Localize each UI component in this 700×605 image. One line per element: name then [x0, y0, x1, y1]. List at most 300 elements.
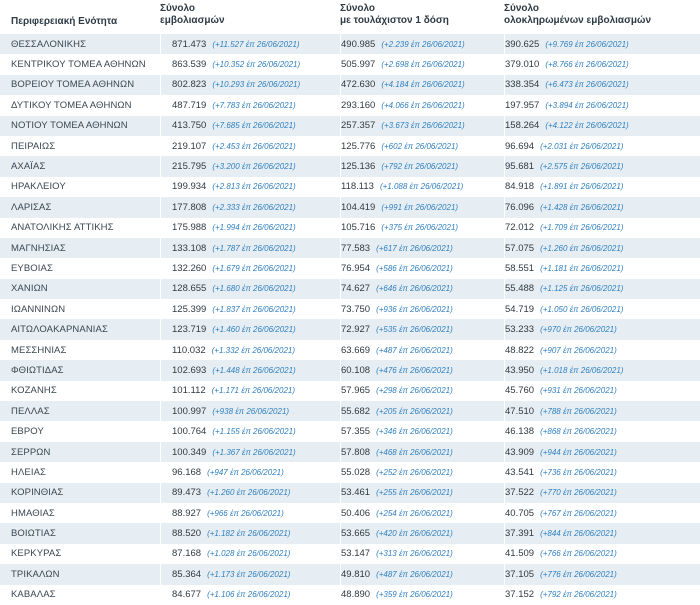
at-least-one-dose-daily-change: (+3.673 έπ 26/06/2021)	[381, 121, 465, 131]
region-name: ΕΒΡΟΥ	[11, 426, 44, 438]
total-vaccinations-cell	[160, 299, 340, 319]
table-row	[0, 116, 700, 136]
region-name: ΜΕΣΣΗΝΙΑΣ	[11, 344, 67, 356]
at-least-one-dose-daily-change: (+487 έπ 26/06/2021)	[376, 569, 453, 579]
completed-vaccinations-daily-change: (+1.018 έπ 26/06/2021)	[540, 365, 624, 375]
total-vaccinations-cell	[160, 34, 340, 54]
at-least-one-dose-value: 53.147	[341, 548, 371, 560]
completed-vaccinations-daily-change: (+931 έπ 26/06/2021)	[540, 386, 617, 396]
region-name: ΒΟΙΩΤΙΑΣ	[11, 528, 56, 540]
at-least-one-dose-value: 53.665	[341, 528, 371, 540]
at-least-one-dose-cell	[340, 116, 504, 136]
at-least-one-dose-cell	[340, 544, 504, 564]
completed-vaccinations-cell	[504, 381, 700, 401]
at-least-one-dose-cell	[340, 564, 504, 584]
header-total-vaccinations-line2: εμβολιασμών	[160, 15, 225, 26]
at-least-one-dose-daily-change: (+4.066 έπ 26/06/2021)	[381, 100, 465, 110]
at-least-one-dose-value: 63.669	[341, 344, 371, 356]
total-vaccinations-value: 110.032	[172, 344, 206, 356]
total-vaccinations-cell	[160, 218, 340, 238]
completed-vaccinations-daily-change: (+1.050 έπ 26/06/2021)	[540, 304, 624, 314]
at-least-one-dose-cell	[340, 136, 504, 156]
at-least-one-dose-cell	[340, 381, 504, 401]
region-name: ΘΕΣΣΑΛΟΝΙΚΗΣ	[11, 38, 87, 50]
completed-vaccinations-daily-change: (+788 έπ 26/06/2021)	[540, 406, 617, 416]
completed-vaccinations-daily-change: (+2.575 έπ 26/06/2021)	[540, 162, 624, 172]
completed-vaccinations-value: 48.822	[505, 344, 535, 356]
completed-vaccinations-value: 54.719	[505, 303, 535, 315]
header-completed-vaccinations-line2: ολοκληρωμένων εμβολιασμών	[504, 15, 652, 26]
at-least-one-dose-daily-change: (+1.088 έπ 26/06/2021)	[379, 182, 464, 192]
total-vaccinations-daily-change: (+1.106 έπ 26/06/2021)	[207, 590, 291, 600]
region-name: ΜΑΓΝΗΣΙΑΣ	[11, 242, 66, 254]
at-least-one-dose-value: 53.461	[341, 487, 371, 499]
completed-vaccinations-value: 197.957	[505, 99, 540, 111]
completed-vaccinations-cell	[504, 503, 700, 523]
total-vaccinations-cell	[160, 544, 340, 564]
table-row	[0, 401, 700, 421]
completed-vaccinations-daily-change: (+8.766 έπ 26/06/2021)	[545, 60, 629, 70]
completed-vaccinations-daily-change: (+868 έπ 26/06/2021)	[540, 427, 617, 437]
total-vaccinations-daily-change: (+2.333 έπ 26/06/2021)	[212, 202, 296, 212]
at-least-one-dose-value: 257.357	[341, 120, 376, 132]
total-vaccinations-value: 132.260	[172, 262, 207, 274]
region-name: ΧΑΝΙΩΝ	[11, 283, 48, 295]
table-row	[0, 34, 700, 54]
header-completed-vaccinations	[504, 0, 700, 34]
total-vaccinations-daily-change: (+1.171 έπ 26/06/2021)	[211, 386, 296, 396]
total-vaccinations-daily-change: (+2.813 έπ 26/06/2021)	[212, 182, 296, 192]
at-least-one-dose-daily-change: (+487 έπ 26/06/2021)	[376, 345, 453, 355]
at-least-one-dose-daily-change: (+617 έπ 26/06/2021)	[376, 243, 453, 253]
completed-vaccinations-value: 58.551	[505, 262, 535, 274]
completed-vaccinations-cell	[504, 95, 700, 115]
header-region	[0, 0, 160, 34]
at-least-one-dose-cell	[340, 442, 504, 462]
at-least-one-dose-daily-change: (+313 έπ 26/06/2021)	[376, 549, 453, 559]
at-least-one-dose-cell	[340, 503, 504, 523]
at-least-one-dose-daily-change: (+991 έπ 26/06/2021)	[381, 202, 459, 212]
at-least-one-dose-cell	[340, 95, 504, 115]
table-row	[0, 503, 700, 523]
at-least-one-dose-value: 49.810	[341, 568, 371, 580]
at-least-one-dose-value: 490.985	[341, 38, 376, 50]
table-row	[0, 483, 700, 503]
total-vaccinations-cell	[160, 421, 340, 441]
region-name: ΝΟΤΙΟΥ ΤΟΜΕΑ ΑΘΗΝΩΝ	[11, 120, 128, 132]
total-vaccinations-daily-change: (+1.260 έπ 26/06/2021)	[207, 488, 291, 498]
total-vaccinations-daily-change: (+1.837 έπ 26/06/2021)	[212, 304, 296, 314]
region-name: ΚΑΒΑΛΑΣ	[11, 589, 56, 601]
at-least-one-dose-daily-change: (+359 έπ 26/06/2021)	[376, 590, 453, 600]
region-name: ΚΕΡΚΥΡΑΣ	[11, 548, 62, 560]
table-row	[0, 197, 700, 217]
completed-vaccinations-daily-change: (+1.428 έπ 26/06/2021)	[540, 202, 624, 212]
at-least-one-dose-cell	[340, 177, 504, 197]
region-name: ΑΙΤΩΛΟΑΚΑΡΝΑΝΙΑΣ	[11, 324, 108, 336]
completed-vaccinations-value: 379.010	[505, 59, 540, 71]
completed-vaccinations-daily-change: (+792 έπ 26/06/2021)	[540, 590, 617, 600]
completed-vaccinations-cell	[504, 421, 700, 441]
table-row	[0, 319, 700, 339]
completed-vaccinations-cell	[504, 360, 700, 380]
table-row	[0, 544, 700, 564]
table-row	[0, 564, 700, 584]
total-vaccinations-cell	[160, 564, 340, 584]
completed-vaccinations-value: 37.522	[505, 487, 535, 499]
completed-vaccinations-value: 40.705	[505, 507, 535, 519]
completed-vaccinations-daily-change: (+1.709 έπ 26/06/2021)	[540, 223, 624, 233]
total-vaccinations-cell	[160, 401, 340, 421]
at-least-one-dose-daily-change: (+476 έπ 26/06/2021)	[376, 365, 453, 375]
total-vaccinations-daily-change: (+10.352 έπ 26/06/2021)	[212, 60, 301, 70]
at-least-one-dose-daily-change: (+375 έπ 26/06/2021)	[381, 223, 459, 233]
completed-vaccinations-daily-change: (+766 έπ 26/06/2021)	[540, 549, 617, 559]
table-header	[0, 0, 700, 34]
header-region-label: Περιφερειακή Ενότητα	[11, 16, 118, 27]
at-least-one-dose-daily-change: (+420 έπ 26/06/2021)	[376, 529, 453, 539]
total-vaccinations-daily-change: (+938 έπ 26/06/2021)	[212, 406, 290, 416]
total-vaccinations-cell	[160, 75, 340, 95]
at-least-one-dose-daily-change: (+2.239 έπ 26/06/2021)	[381, 39, 465, 49]
at-least-one-dose-daily-change: (+468 έπ 26/06/2021)	[376, 447, 453, 457]
total-vaccinations-daily-change: (+11.527 έπ 26/06/2021)	[212, 39, 300, 49]
completed-vaccinations-daily-change: (+907 έπ 26/06/2021)	[540, 345, 617, 355]
table-row	[0, 421, 700, 441]
completed-vaccinations-cell	[504, 34, 700, 54]
completed-vaccinations-value: 158.264	[505, 120, 540, 132]
at-least-one-dose-value: 55.028	[341, 466, 371, 478]
table-row	[0, 381, 700, 401]
region-name: ΑΧΑΪΑΣ	[11, 161, 46, 173]
total-vaccinations-value: 487.719	[172, 99, 207, 111]
completed-vaccinations-cell	[504, 116, 700, 136]
at-least-one-dose-value: 293.160	[341, 99, 376, 111]
total-vaccinations-value: 87.168	[172, 548, 202, 560]
region-name: ΗΜΑΘΙΑΣ	[11, 507, 55, 519]
region-name: ΠΕΙΡΑΙΩΣ	[11, 140, 56, 152]
at-least-one-dose-cell	[340, 523, 504, 543]
table-row	[0, 360, 700, 380]
header-at-least-one-dose-line2: με τουλάχιστον 1 δόση	[340, 15, 449, 26]
total-vaccinations-daily-change: (+10.293 έπ 26/06/2021)	[212, 80, 301, 90]
completed-vaccinations-cell	[504, 442, 700, 462]
at-least-one-dose-value: 57.355	[341, 426, 371, 438]
total-vaccinations-daily-change: (+1.448 έπ 26/06/2021)	[212, 365, 296, 375]
at-least-one-dose-cell	[340, 421, 504, 441]
total-vaccinations-cell	[160, 54, 340, 74]
completed-vaccinations-value: 47.510	[505, 405, 535, 417]
table-row	[0, 299, 700, 319]
at-least-one-dose-daily-change: (+586 έπ 26/06/2021)	[376, 263, 453, 273]
total-vaccinations-value: 96.168	[172, 466, 202, 478]
at-least-one-dose-value: 55.682	[341, 405, 371, 417]
completed-vaccinations-daily-change: (+1.181 έπ 26/06/2021)	[540, 263, 624, 273]
total-vaccinations-value: 175.988	[172, 222, 207, 234]
total-vaccinations-cell	[160, 156, 340, 176]
completed-vaccinations-daily-change: (+1.125 έπ 26/06/2021)	[540, 284, 624, 294]
at-least-one-dose-daily-change: (+535 έπ 26/06/2021)	[376, 325, 453, 335]
total-vaccinations-cell	[160, 116, 340, 136]
region-name: ΚΟΡΙΝΘΙΑΣ	[11, 487, 64, 499]
completed-vaccinations-daily-change: (+970 έπ 26/06/2021)	[540, 325, 617, 335]
table-body	[0, 34, 700, 605]
at-least-one-dose-value: 76.954	[341, 262, 371, 274]
total-vaccinations-cell	[160, 177, 340, 197]
at-least-one-dose-value: 57.808	[341, 446, 371, 458]
at-least-one-dose-daily-change: (+792 έπ 26/06/2021)	[381, 162, 459, 172]
table-row	[0, 136, 700, 156]
at-least-one-dose-daily-change: (+346 έπ 26/06/2021)	[376, 427, 453, 437]
total-vaccinations-cell	[160, 319, 340, 339]
at-least-one-dose-cell	[340, 218, 504, 238]
total-vaccinations-cell	[160, 136, 340, 156]
at-least-one-dose-value: 73.750	[341, 303, 371, 315]
region-name: ΗΛΕΙΑΣ	[11, 466, 46, 478]
total-vaccinations-daily-change: (+1.173 έπ 26/06/2021)	[207, 569, 291, 579]
table-row	[0, 442, 700, 462]
total-vaccinations-value: 128.655	[172, 283, 207, 295]
region-name: ΛΑΡΙΣΑΣ	[11, 201, 52, 213]
completed-vaccinations-cell	[504, 197, 700, 217]
total-vaccinations-value: 871.473	[172, 38, 207, 50]
at-least-one-dose-cell	[340, 258, 504, 278]
region-name: ΕΥΒΟΙΑΣ	[11, 262, 53, 274]
at-least-one-dose-cell	[340, 75, 504, 95]
at-least-one-dose-cell	[340, 279, 504, 299]
completed-vaccinations-cell	[504, 319, 700, 339]
at-least-one-dose-daily-change: (+205 έπ 26/06/2021)	[376, 406, 453, 416]
completed-vaccinations-cell	[504, 462, 700, 482]
total-vaccinations-cell	[160, 381, 340, 401]
at-least-one-dose-cell	[340, 34, 504, 54]
completed-vaccinations-value: 37.391	[505, 528, 535, 540]
total-vaccinations-daily-change: (+947 έπ 26/06/2021)	[207, 467, 284, 477]
completed-vaccinations-daily-change: (+770 έπ 26/06/2021)	[540, 488, 617, 498]
region-name: ΠΕΛΛΑΣ	[11, 405, 50, 417]
completed-vaccinations-value: 45.760	[505, 385, 535, 397]
region-name: ΣΕΡΡΩΝ	[11, 446, 51, 458]
table-row	[0, 258, 700, 278]
completed-vaccinations-cell	[504, 299, 700, 319]
completed-vaccinations-cell	[504, 54, 700, 74]
at-least-one-dose-value: 60.108	[341, 364, 371, 376]
completed-vaccinations-cell	[504, 401, 700, 421]
region-name: ΑΝΑΤΟΛΙΚΗΣ ΑΤΤΙΚΗΣ	[11, 222, 114, 234]
completed-vaccinations-cell	[504, 564, 700, 584]
total-vaccinations-value: 89.473	[172, 487, 202, 499]
total-vaccinations-value: 125.399	[172, 303, 207, 315]
at-least-one-dose-value: 104.419	[341, 201, 376, 213]
total-vaccinations-value: 100.997	[172, 405, 207, 417]
at-least-one-dose-value: 125.776	[341, 140, 376, 152]
at-least-one-dose-daily-change: (+255 έπ 26/06/2021)	[376, 488, 453, 498]
total-vaccinations-value: 177.808	[172, 201, 207, 213]
total-vaccinations-cell	[160, 483, 340, 503]
at-least-one-dose-value: 57.965	[341, 385, 371, 397]
total-vaccinations-daily-change: (+1.367 έπ 26/06/2021)	[212, 447, 296, 457]
completed-vaccinations-cell	[504, 544, 700, 564]
completed-vaccinations-cell	[504, 177, 700, 197]
total-vaccinations-value: 88.927	[172, 507, 202, 519]
at-least-one-dose-daily-change: (+4.184 έπ 26/06/2021)	[381, 80, 465, 90]
total-vaccinations-cell	[160, 442, 340, 462]
header-completed-vaccinations-line1: Σύνολο	[504, 3, 540, 14]
at-least-one-dose-daily-change: (+646 έπ 26/06/2021)	[376, 284, 453, 294]
total-vaccinations-cell	[160, 238, 340, 258]
completed-vaccinations-cell	[504, 218, 700, 238]
table-row	[0, 177, 700, 197]
table-row	[0, 340, 700, 360]
completed-vaccinations-cell	[504, 238, 700, 258]
completed-vaccinations-value: 95.681	[505, 161, 535, 173]
total-vaccinations-value: 123.719	[172, 324, 207, 336]
completed-vaccinations-value: 53.233	[505, 324, 535, 336]
at-least-one-dose-daily-change: (+936 έπ 26/06/2021)	[376, 304, 453, 314]
at-least-one-dose-value: 105.716	[341, 222, 376, 234]
completed-vaccinations-value: 96.694	[505, 140, 535, 152]
at-least-one-dose-daily-change: (+298 έπ 26/06/2021)	[376, 386, 453, 396]
region-name: ΙΩΑΝΝΙΝΩΝ	[11, 303, 66, 315]
at-least-one-dose-daily-change: (+2.698 έπ 26/06/2021)	[381, 60, 465, 70]
completed-vaccinations-value: 76.096	[505, 201, 535, 213]
at-least-one-dose-cell	[340, 54, 504, 74]
at-least-one-dose-value: 77.583	[341, 242, 371, 254]
total-vaccinations-value: 88.520	[172, 528, 202, 540]
completed-vaccinations-daily-change: (+6.473 έπ 26/06/2021)	[545, 80, 629, 90]
region-name: ΤΡΙΚΑΛΩΝ	[11, 568, 60, 580]
completed-vaccinations-value: 55.488	[505, 283, 535, 295]
total-vaccinations-daily-change: (+1.680 έπ 26/06/2021)	[212, 284, 296, 294]
table-row	[0, 156, 700, 176]
completed-vaccinations-value: 41.509	[505, 548, 535, 560]
at-least-one-dose-cell	[340, 360, 504, 380]
completed-vaccinations-daily-change: (+776 έπ 26/06/2021)	[540, 569, 617, 579]
total-vaccinations-cell	[160, 95, 340, 115]
completed-vaccinations-daily-change: (+1.891 έπ 26/06/2021)	[540, 182, 624, 192]
completed-vaccinations-cell	[504, 340, 700, 360]
region-name: ΚΕΝΤΡΙΚΟΥ ΤΟΜΕΑ ΑΘΗΝΩΝ	[11, 59, 146, 71]
completed-vaccinations-value: 43.909	[505, 446, 535, 458]
completed-vaccinations-daily-change: (+4.122 έπ 26/06/2021)	[545, 121, 629, 131]
total-vaccinations-value: 215.795	[172, 161, 207, 173]
at-least-one-dose-daily-change: (+252 έπ 26/06/2021)	[376, 467, 453, 477]
table-row	[0, 462, 700, 482]
total-vaccinations-daily-change: (+1.679 έπ 26/06/2021)	[212, 263, 296, 273]
header-total-vaccinations-line1: Σύνολο	[160, 3, 196, 14]
at-least-one-dose-daily-change: (+254 έπ 26/06/2021)	[376, 508, 453, 518]
total-vaccinations-daily-change: (+1.460 έπ 26/06/2021)	[212, 325, 296, 335]
total-vaccinations-daily-change: (+2.453 έπ 26/06/2021)	[212, 141, 296, 151]
total-vaccinations-daily-change: (+1.787 έπ 26/06/2021)	[212, 243, 296, 253]
total-vaccinations-value: 219.107	[172, 140, 207, 152]
table-row	[0, 523, 700, 543]
table-row	[0, 279, 700, 299]
table-row	[0, 54, 700, 74]
region-name: ΦΘΙΩΤΙΔΑΣ	[11, 364, 64, 376]
completed-vaccinations-cell	[504, 523, 700, 543]
total-vaccinations-value: 802.823	[172, 79, 207, 91]
total-vaccinations-value: 100.349	[172, 446, 207, 458]
at-least-one-dose-cell	[340, 483, 504, 503]
total-vaccinations-cell	[160, 462, 340, 482]
at-least-one-dose-value: 125.136	[341, 161, 376, 173]
completed-vaccinations-daily-change: (+844 έπ 26/06/2021)	[540, 529, 617, 539]
total-vaccinations-cell	[160, 503, 340, 523]
table-row	[0, 75, 700, 95]
at-least-one-dose-cell	[340, 340, 504, 360]
region-name: ΚΟΖΑΝΗΣ	[11, 385, 57, 397]
completed-vaccinations-value: 37.152	[505, 589, 535, 601]
table-row	[0, 238, 700, 258]
total-vaccinations-cell	[160, 279, 340, 299]
at-least-one-dose-cell	[340, 197, 504, 217]
total-vaccinations-daily-change: (+1.332 έπ 26/06/2021)	[211, 345, 296, 355]
at-least-one-dose-value: 472.630	[341, 79, 376, 91]
completed-vaccinations-cell	[504, 483, 700, 503]
header-total-vaccinations	[160, 0, 340, 34]
total-vaccinations-cell	[160, 197, 340, 217]
total-vaccinations-cell	[160, 258, 340, 278]
total-vaccinations-value: 100.764	[172, 426, 207, 438]
at-least-one-dose-cell	[340, 401, 504, 421]
total-vaccinations-daily-change: (+1.994 έπ 26/06/2021)	[212, 223, 296, 233]
at-least-one-dose-cell	[340, 319, 504, 339]
total-vaccinations-value: 199.934	[172, 181, 207, 193]
at-least-one-dose-cell	[340, 156, 504, 176]
at-least-one-dose-value: 72.927	[341, 324, 371, 336]
completed-vaccinations-daily-change: (+767 έπ 26/06/2021)	[540, 508, 617, 518]
header-at-least-one-dose	[340, 0, 504, 34]
completed-vaccinations-value: 84.918	[505, 181, 535, 193]
total-vaccinations-daily-change: (+966 έπ 26/06/2021)	[207, 508, 284, 518]
at-least-one-dose-value: 118.113	[341, 181, 374, 193]
completed-vaccinations-cell	[504, 258, 700, 278]
completed-vaccinations-value: 72.012	[505, 222, 535, 234]
region-name: ΔΥΤΙΚΟΥ ΤΟΜΕΑ ΑΘΗΝΩΝ	[11, 99, 132, 111]
total-vaccinations-value: 84.677	[172, 589, 202, 601]
completed-vaccinations-value: 43.541	[505, 466, 535, 478]
total-vaccinations-cell	[160, 340, 340, 360]
completed-vaccinations-daily-change: (+3.894 έπ 26/06/2021)	[545, 100, 629, 110]
total-vaccinations-daily-change: (+1.155 έπ 26/06/2021)	[212, 427, 296, 437]
completed-vaccinations-daily-change: (+736 έπ 26/06/2021)	[540, 467, 617, 477]
total-vaccinations-daily-change: (+1.182 έπ 26/06/2021)	[207, 529, 291, 539]
total-vaccinations-daily-change: (+1.028 έπ 26/06/2021)	[207, 549, 291, 559]
table-row	[0, 218, 700, 238]
total-vaccinations-value: 413.750	[172, 120, 207, 132]
completed-vaccinations-cell	[504, 75, 700, 95]
at-least-one-dose-cell	[340, 238, 504, 258]
total-vaccinations-value: 102.693	[172, 364, 207, 376]
total-vaccinations-value: 85.364	[172, 568, 202, 580]
total-vaccinations-daily-change: (+3.200 έπ 26/06/2021)	[212, 162, 296, 172]
table-row	[0, 95, 700, 115]
region-name: ΒΟΡΕΙΟΥ ΤΟΜΕΑ ΑΘΗΝΩΝ	[11, 79, 135, 91]
at-least-one-dose-value: 50.406	[341, 507, 371, 519]
total-vaccinations-value: 101.112	[172, 385, 206, 397]
completed-vaccinations-daily-change: (+1.260 έπ 26/06/2021)	[540, 243, 624, 253]
at-least-one-dose-cell	[340, 299, 504, 319]
region-name: ΗΡΑΚΛΕΙΟΥ	[11, 181, 66, 193]
completed-vaccinations-daily-change: (+944 έπ 26/06/2021)	[540, 447, 617, 457]
header-at-least-one-dose-line1: Σύνολο	[340, 3, 376, 14]
completed-vaccinations-value: 37.105	[505, 568, 535, 580]
total-vaccinations-daily-change: (+7.783 έπ 26/06/2021)	[212, 100, 296, 110]
at-least-one-dose-value: 48.890	[341, 589, 371, 601]
completed-vaccinations-value: 43.950	[505, 364, 535, 376]
total-vaccinations-value: 133.108	[172, 242, 207, 254]
